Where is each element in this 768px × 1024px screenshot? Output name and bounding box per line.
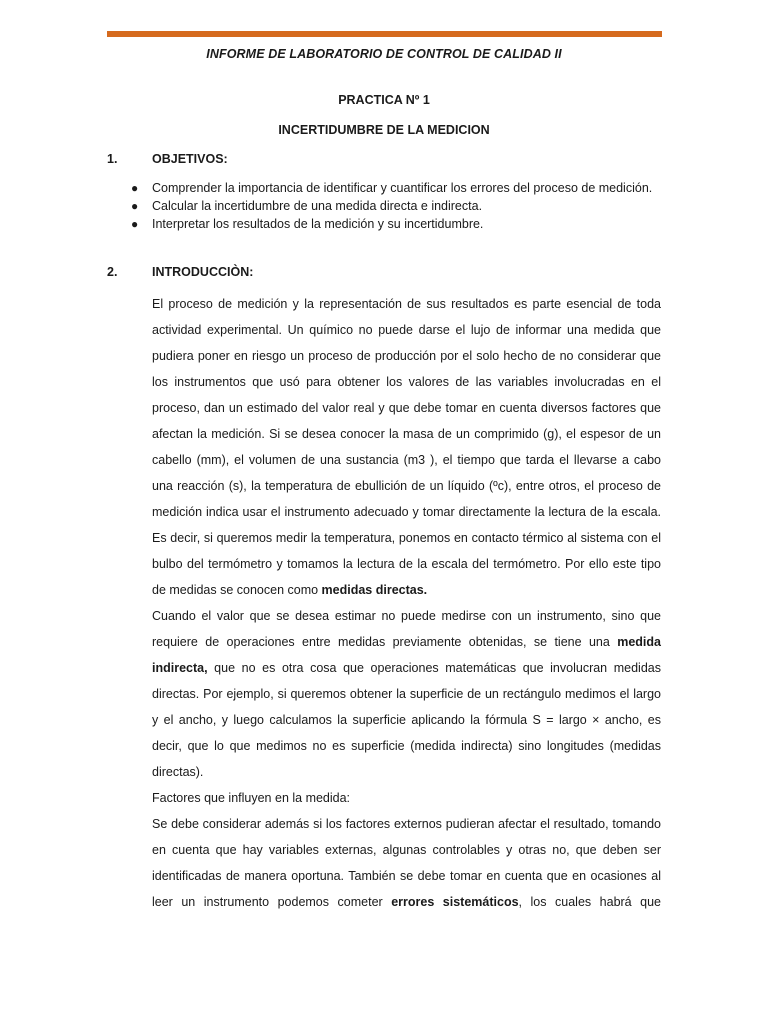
intro-paragraph-2-text-a: Cuando el valor que se desea estimar no puede medirse con un instrumento, sino que requiere de operaciones entre medidas previamente obtenidas, se tiene una [152,609,661,649]
section-1-title: OBJETIVOS: [152,152,228,166]
list-item [131,215,661,233]
header-accent-rule [107,31,662,37]
list-item [131,179,661,197]
intro-paragraph-1-bold: medidas directas. [321,583,428,597]
document-subtitle: INCERTIDUMBRE DE LA MEDICION [278,123,490,137]
list-item-text: Interpretar los resultados de la medición y su incertidumbre. [152,217,484,231]
introduction-body [152,291,661,915]
bullet-dot-icon: ● [131,181,139,195]
intro-paragraph-4-text-b: , los cuales habrá que [518,895,662,909]
list-item-text: Comprender la importancia de identificar y cuantificar los errores del proceso de medición. [152,181,653,195]
section-2-title: INTRODUCCIÒN: [152,265,254,279]
list-item-text: Calcular la incertidumbre de una medida directa e indirecta. [152,199,483,213]
intro-paragraph-1-text: El proceso de medición y la representación de sus resultados es parte esencial de toda actividad experimental. Un químico no puede darse el lujo de informar una medida que pudiera poner en riesgo un proceso de producción por el solo hecho de no considerar que los instrumentos que usó para obtener los valores de las variables involucradas en el proceso, dan un estimado del valor real y que debe tomar en cuenta diversos factores que afectan la medición. Si se desea conocer la masa de un comprimido (g), el espesor de un cabello (mm), el volumen de una sustancia (m3 ), el tiempo que tarda el llevarse a cabo una reacción (s), la temperatura de ebullición de un líquido (ºc), entre otros, el proceso de medición indica usar el instrumento adecuado y tomar directamente la lectura de la escala. Es decir, si queremos medir la temperatura, ponemos en contacto térmico al sistema con el bulbo del termómetro y tomamos la lectura de la escala del termómetro. Por ello este tipo de medidas se conocen como [152,297,661,597]
section-1-number: 1. [107,152,118,166]
practica-heading: PRACTICA Nº 1 [338,93,430,107]
section-2-number: 2. [107,265,118,279]
intro-paragraph-1 [152,291,661,603]
intro-paragraph-2-text-b: que no es otra cosa que operaciones matemáticas que involucran medidas directas. Por ejemplo, si queremos obtener la superficie de un rectángulo medimos el largo y el ancho, y luego calculamos la superficie aplicando la fórmula S = largo × ancho, es decir, que lo que medimos no es superficie (medida indirecta) sino longitudes (medidas directas). [152,661,661,779]
bullet-dot-icon: ● [131,217,139,231]
intro-paragraph-4-text-a: Se debe considerar además si los factores externos pudieran afectar el resultado, tomando en cuenta que hay variables externas, algunas controlables y otras no, que deben ser identificadas de manera oportuna. También se debe tomar en cuenta que en ocasiones al leer un instrumento podemos cometer [152,817,661,909]
intro-paragraph-2-bold: medida indirecta, [152,635,661,675]
intro-paragraph-2 [152,603,661,785]
intro-paragraph-4 [152,811,661,915]
objectives-list [131,179,661,233]
bullet-dot-icon: ● [131,199,139,213]
report-header-title: INFORME DE LABORATORIO DE CONTROL DE CALIDAD II [206,47,562,61]
intro-paragraph-4-bold: errores sistemáticos [391,895,519,909]
intro-paragraph-3: Factores que influyen en la medida: [152,791,351,805]
list-item [131,197,661,215]
